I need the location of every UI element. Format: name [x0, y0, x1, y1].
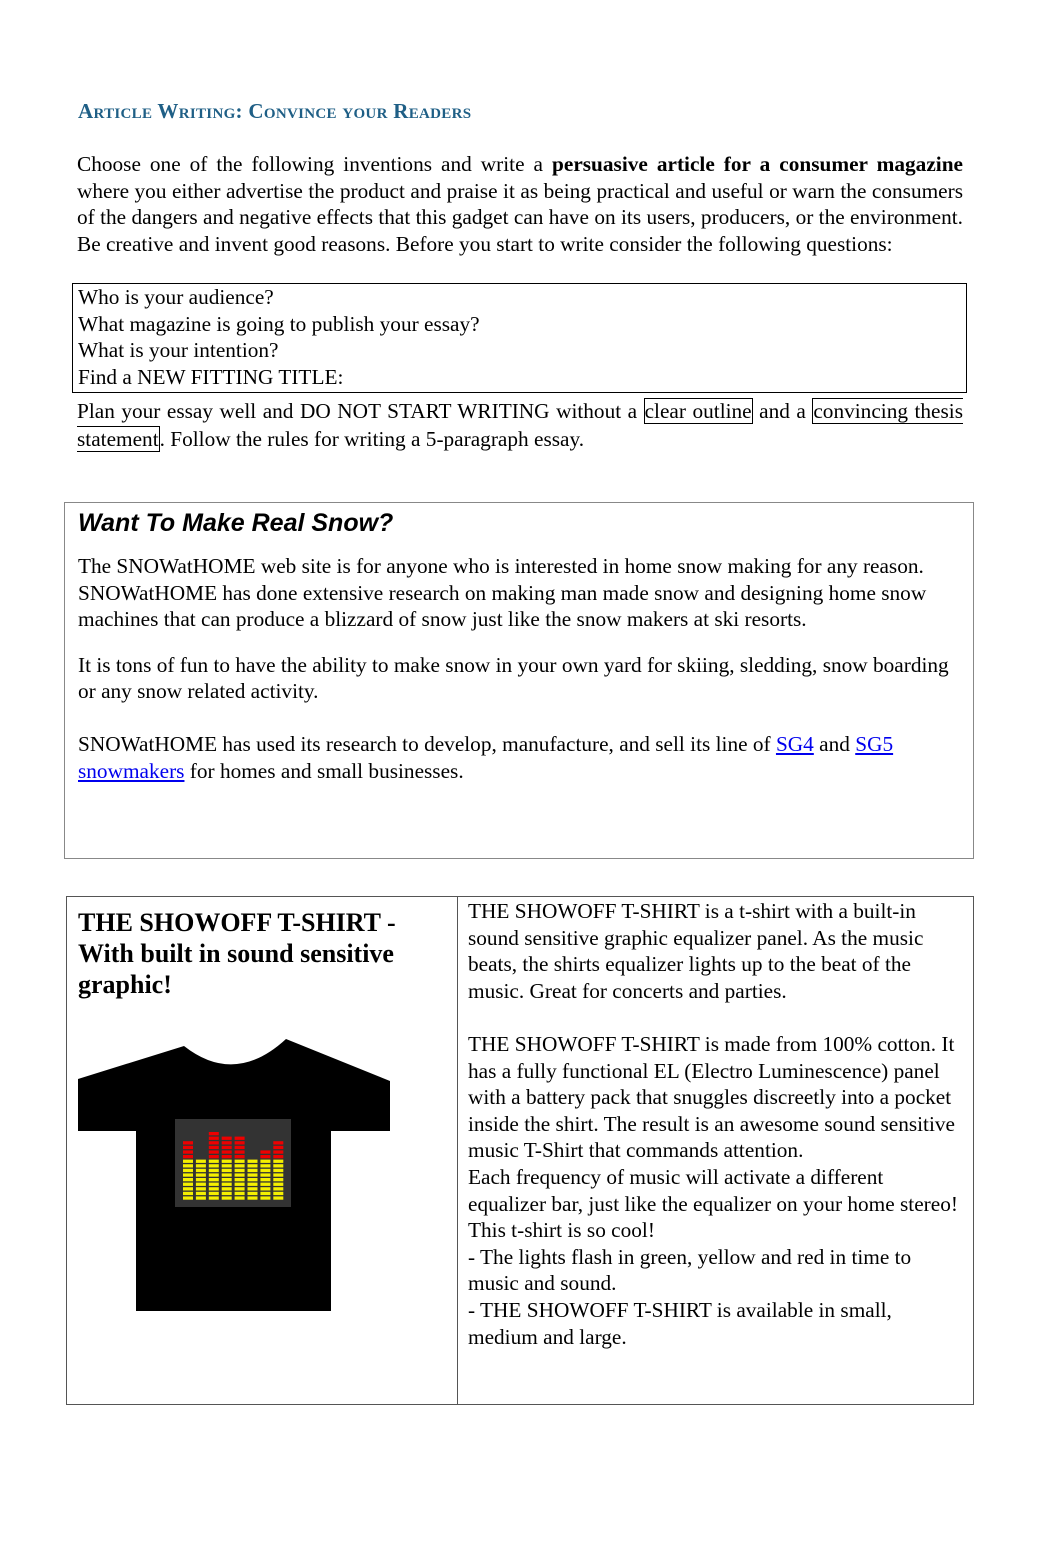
- equalizer-segment: [260, 1196, 270, 1199]
- desc-paragraph: Each frequency of music will activate a different equalizer bar, just like the equalizer on your home stereo!: [468, 1164, 958, 1216]
- equalizer-segment: [273, 1183, 283, 1186]
- plan-text: . Follow the rules for writing a 5-paragraph essay.: [159, 427, 585, 451]
- equalizer-segment: [209, 1178, 219, 1181]
- equalizer-segment: [235, 1196, 245, 1199]
- questions-box: [72, 283, 967, 393]
- desc-paragraph: This t-shirt is so cool!: [468, 1218, 655, 1243]
- intro-text: where you either advertise the product and praise it as being practical and useful or warn the consumers of the dangers and negative effects that this gadget can have on its users, producers, or the environment. Be creative and invent good reasons. Before you start to write consider the following questions:: [77, 178, 963, 256]
- equalizer-segment: [209, 1164, 219, 1167]
- equalizer-segment: [196, 1173, 206, 1176]
- equalizer-segment: [183, 1169, 193, 1172]
- equalizer-segment: [248, 1183, 258, 1186]
- equalizer-segment: [183, 1160, 193, 1163]
- equalizer-segment: [183, 1196, 193, 1199]
- equalizer-segment: [260, 1164, 270, 1167]
- equalizer-segment: [209, 1187, 219, 1190]
- equalizer-segment: [183, 1164, 193, 1167]
- equalizer-segment: [222, 1187, 232, 1190]
- tshirt-table: [66, 896, 974, 1405]
- equalizer-segment: [209, 1132, 219, 1135]
- equalizer-segment: [235, 1178, 245, 1181]
- equalizer-segment: [235, 1169, 245, 1172]
- equalizer-segment: [196, 1192, 206, 1195]
- equalizer-segment: [248, 1169, 258, 1172]
- equalizer-segment: [222, 1160, 232, 1163]
- equalizer-segment: [209, 1137, 219, 1140]
- tshirt-description-cell: [458, 897, 973, 1404]
- equalizer-segment: [235, 1173, 245, 1176]
- equalizer-segment: [273, 1187, 283, 1190]
- desc-paragraph: - THE SHOWOFF T-SHIRT is available in small, medium and large.: [468, 1297, 892, 1349]
- equalizer-segment: [196, 1169, 206, 1172]
- equalizer-segment: [183, 1155, 193, 1158]
- equalizer-segment: [273, 1169, 283, 1172]
- equalizer-segment: [248, 1192, 258, 1195]
- equalizer-segment: [209, 1146, 219, 1149]
- equalizer-segment: [273, 1150, 283, 1153]
- equalizer-segment: [183, 1150, 193, 1153]
- equalizer-segment: [273, 1196, 283, 1199]
- equalizer-segment: [196, 1164, 206, 1167]
- equalizer-segment: [209, 1141, 219, 1144]
- equalizer-segment: [222, 1192, 232, 1195]
- equalizer-segment: [260, 1178, 270, 1181]
- equalizer-segment: [209, 1160, 219, 1163]
- equalizer-segment: [222, 1196, 232, 1199]
- sg5-link[interactable]: SG5 snowmakers: [78, 731, 894, 783]
- equalizer-segment: [260, 1173, 270, 1176]
- equalizer-segment: [222, 1155, 232, 1158]
- equalizer-segment: [248, 1164, 258, 1167]
- equalizer-segment: [235, 1146, 245, 1149]
- equalizer-segment: [273, 1178, 283, 1181]
- equalizer-segment: [196, 1187, 206, 1190]
- equalizer-segment: [183, 1183, 193, 1186]
- snow-paragraph: [78, 731, 961, 784]
- boxed-term: clear outline: [644, 399, 752, 423]
- equalizer-segment: [222, 1178, 232, 1181]
- equalizer-segment: [222, 1146, 232, 1149]
- equalizer-segment: [196, 1183, 206, 1186]
- equalizer-segment: [183, 1192, 193, 1195]
- equalizer-segment: [209, 1155, 219, 1158]
- plan-paragraph: [77, 397, 963, 453]
- equalizer-segment: [273, 1173, 283, 1176]
- equalizer-segment: [183, 1141, 193, 1144]
- snow-paragraph: The SNOWatHOME web site is for anyone who is interested in home snow making for any reason. SNOWatHOME has done extensive research on making man made snow and designing home snow machines that can produce a blizzard of snow just like the snow makers at ski resorts.: [78, 554, 927, 632]
- equalizer-segment: [183, 1178, 193, 1181]
- equalizer-segment: [235, 1183, 245, 1186]
- equalizer-segment: [183, 1187, 193, 1190]
- equalizer-segment: [273, 1141, 283, 1144]
- equalizer-segment: [260, 1183, 270, 1186]
- equalizer-segment: [235, 1155, 245, 1158]
- equalizer-segment: [222, 1169, 232, 1172]
- equalizer-segment: [260, 1169, 270, 1172]
- equalizer-segment: [273, 1146, 283, 1149]
- equalizer-segment: [183, 1146, 193, 1149]
- equalizer-segment: [209, 1169, 219, 1172]
- intro-bold: persuasive article for a consumer magazine: [552, 152, 963, 176]
- equalizer-segment: [273, 1160, 283, 1163]
- equalizer-segment: [260, 1160, 270, 1163]
- text: and: [813, 731, 856, 756]
- sg4-link[interactable]: SG4: [775, 731, 814, 756]
- equalizer-segment: [196, 1196, 206, 1199]
- equalizer-segment: [260, 1150, 270, 1153]
- intro-paragraph: [77, 151, 963, 257]
- snow-heading: Want To Make Real Snow?: [78, 509, 394, 537]
- snow-ad-box: [64, 502, 974, 859]
- equalizer-segment: [260, 1192, 270, 1195]
- desc-paragraph: THE SHOWOFF T-SHIRT is made from 100% cotton. It has a fully functional EL (Electro Luminescence) panel with a battery pack that snuggles discreetly into a pocket inside the shirt. The result is an awesome sound sensitive music T-Shirt that commands attention.: [468, 1031, 955, 1163]
- equalizer-segment: [235, 1187, 245, 1190]
- text: SNOWatHOME has used its research to develop, manufacture, and sell its line of: [78, 731, 776, 756]
- equalizer-segment: [222, 1164, 232, 1167]
- equalizer-segment: [248, 1173, 258, 1176]
- equalizer-segment: [273, 1164, 283, 1167]
- desc-paragraph: - The lights flash in green, yellow and red in time to music and sound.: [468, 1244, 912, 1296]
- equalizer-segment: [235, 1137, 245, 1140]
- equalizer-segment: [273, 1192, 283, 1195]
- equalizer-segment: [235, 1160, 245, 1163]
- equalizer-segment: [196, 1178, 206, 1181]
- page-title: Article Writing: Convince your Readers: [78, 99, 472, 123]
- equalizer-segment: [235, 1164, 245, 1167]
- question: Who is your audience?: [78, 285, 274, 309]
- equalizer-segment: [222, 1137, 232, 1140]
- text: for homes and small businesses.: [184, 758, 464, 783]
- question: Find a NEW FITTING TITLE:: [78, 364, 344, 389]
- equalizer-segment: [209, 1196, 219, 1199]
- tshirt-left-cell: [67, 897, 458, 1404]
- equalizer-segment: [273, 1155, 283, 1158]
- equalizer-segment: [248, 1187, 258, 1190]
- snow-paragraph: It is tons of fun to have the ability to make snow in your own yard for skiing, sledding, snow boarding or any snow related activity.: [78, 652, 949, 704]
- equalizer-segment: [248, 1196, 258, 1199]
- equalizer-segment: [209, 1183, 219, 1186]
- equalizer-segment: [209, 1192, 219, 1195]
- equalizer-segment: [209, 1150, 219, 1153]
- tshirt-heading: THE SHOWOFF T-SHIRT - With built in sound sensitive graphic!: [78, 908, 396, 999]
- equalizer-segment: [260, 1187, 270, 1190]
- equalizer-segment: [235, 1141, 245, 1144]
- equalizer-segment: [235, 1192, 245, 1195]
- tshirt-image: [67, 897, 457, 1317]
- question: What is your intention?: [78, 338, 279, 363]
- equalizer-segment: [209, 1173, 219, 1176]
- equalizer-segment: [222, 1150, 232, 1153]
- equalizer-segment: [248, 1178, 258, 1181]
- equalizer-segment: [196, 1160, 206, 1163]
- desc-paragraph: THE SHOWOFF T-SHIRT is a t-shirt with a built-in sound sensitive graphic equalizer panel. As the music beats, the shirts equalizer lights up to the beat of the music. Great for concerts and parties.: [468, 899, 924, 1003]
- equalizer-segment: [222, 1141, 232, 1144]
- equalizer-segment: [183, 1173, 193, 1176]
- intro-text: Choose one of the following inventions and write a: [77, 152, 553, 176]
- equalizer-segment: [248, 1160, 258, 1163]
- boxed-term: convincing thesis statement: [77, 399, 964, 451]
- plan-text: and a: [752, 399, 813, 423]
- equalizer-segment: [235, 1150, 245, 1153]
- plan-text: Plan your essay well and DO NOT START WRITING without a: [77, 399, 644, 423]
- question: What magazine is going to publish your essay?: [78, 311, 480, 336]
- equalizer-segment: [260, 1155, 270, 1158]
- equalizer-segment: [222, 1183, 232, 1186]
- equalizer-segment: [222, 1173, 232, 1176]
